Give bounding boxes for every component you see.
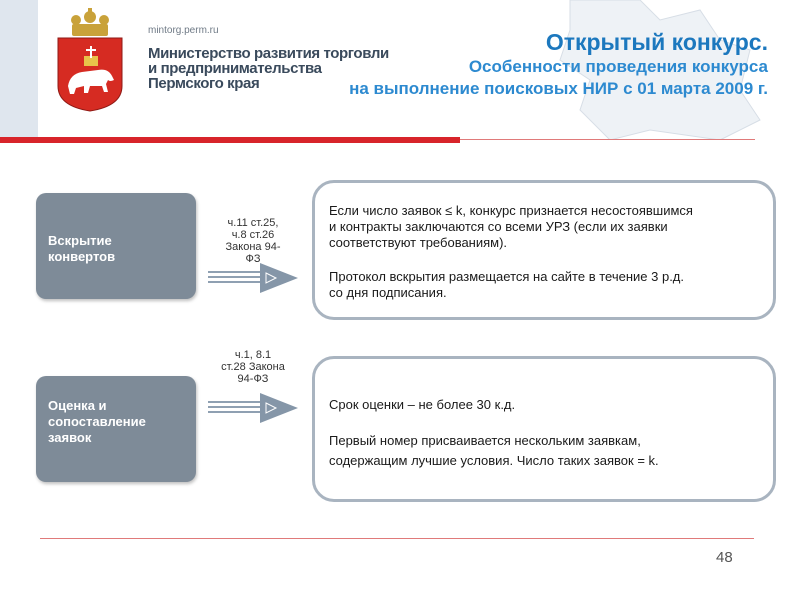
law-reference-line: ч.11 ст.25, xyxy=(227,217,279,229)
title-subtitle-date: на выполнение поисковых НИР с 01 марта 2009 г. xyxy=(349,79,768,98)
law-reference xyxy=(212,349,294,385)
step-label-line: конвертов xyxy=(48,249,116,264)
slide-title xyxy=(349,28,768,100)
law-reference-line: ФЗ xyxy=(245,253,261,265)
content-paragraph xyxy=(329,431,769,471)
content-line: Срок оценки – не более 30 к.д. xyxy=(329,397,516,412)
ministry-line: Пермского края xyxy=(148,75,260,92)
law-reference-line: Закона 94- xyxy=(225,241,281,253)
footer-rule xyxy=(40,538,754,539)
content-box-opening xyxy=(312,180,776,320)
content-line: Первый номер присваивается нескольким заявкам, xyxy=(329,433,641,448)
content-line: со дня подписания. xyxy=(329,285,447,300)
content-box-evaluation xyxy=(312,356,776,502)
left-accent-band xyxy=(0,0,38,140)
ministry-line: и предпринимательства xyxy=(148,60,322,77)
law-reference-line: 94-ФЗ xyxy=(237,373,269,385)
content-paragraph xyxy=(329,397,769,413)
right-arrow-icon xyxy=(208,393,300,423)
coat-of-arms-logo xyxy=(50,8,130,113)
law-reference-line: ст.28 Закона xyxy=(221,361,285,373)
law-reference xyxy=(214,217,292,265)
content-line: соответствуют требованиям). xyxy=(329,235,508,250)
title-main: Открытый конкурс. xyxy=(545,29,768,55)
content-line: содержащим лучшие условия. Число таких заявок = k. xyxy=(329,453,659,468)
title-subtitle: Особенности проведения конкурса xyxy=(468,57,768,76)
site-url: mintorg.perm.ru xyxy=(148,25,219,36)
content-paragraph xyxy=(329,269,769,301)
step-label-line: заявок xyxy=(48,430,92,445)
header-thin-rule xyxy=(460,139,755,140)
step-label-line: сопоставление xyxy=(48,414,146,429)
step-box-evaluation xyxy=(36,376,196,482)
step-box-opening-envelopes xyxy=(36,193,196,299)
content-paragraph xyxy=(329,203,769,251)
header-red-rule xyxy=(0,137,460,143)
step-label-line: Оценка и xyxy=(48,398,107,413)
right-arrow-icon xyxy=(208,263,300,293)
content-line: Если число заявок ≤ k, конкурс признается несостоявшимся xyxy=(329,203,693,218)
step-label-line: Вскрытие xyxy=(48,233,112,248)
content-line: Протокол вскрытия размещается на сайте в течение 3 р.д. xyxy=(329,269,684,284)
content-line: и контракты заключаются со всеми УРЗ (если их заявки xyxy=(329,219,668,234)
page-number: 48 xyxy=(716,549,733,566)
law-reference-line: ч.8 ст.26 xyxy=(231,229,275,241)
law-reference-line: ч.1, 8.1 xyxy=(234,349,272,361)
ministry-line: Министерство развития торговли xyxy=(148,45,389,62)
